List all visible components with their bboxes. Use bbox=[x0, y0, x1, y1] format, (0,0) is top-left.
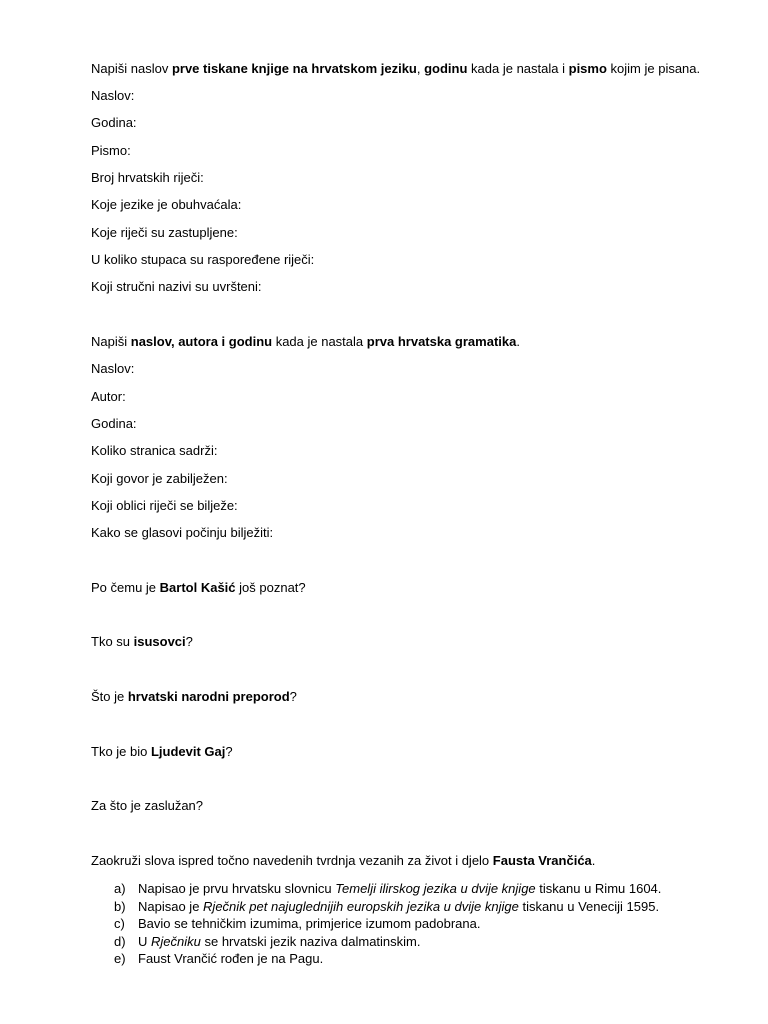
question-first-grammar: Napiši naslov, autora i godinu kada je nastala prva hrvatska gramatika. bbox=[91, 334, 520, 349]
question-kasic: Po čemu je Bartol Kašić još poznat? bbox=[91, 580, 306, 595]
question-vrancic: Zaokruži slova ispred točno navedenih tvrdnja vezanih za život i djelo Fausta Vrančića. bbox=[91, 853, 596, 868]
field-label: U koliko stupaca su raspoređene riječi: bbox=[91, 252, 315, 267]
field-label: Koji stručni nazivi su uvršteni: bbox=[91, 279, 262, 294]
question-national-revival: Što je hrvatski narodni preporod? bbox=[91, 689, 297, 704]
field-label: Godina: bbox=[91, 115, 137, 130]
document-page: Napiši naslov prve tiskane knjige na hrvatskom jeziku, godinu kada je nastala i pismo kojim je pisana. Naslov: Godina: Pismo: Broj hrvatskih riječi: Koje jezike je obuhvaćala: Koje riječi su zastupljene: U koliko stupaca su raspoređene riječi: Koji stručni nazivi su uvršteni: Napiši naslov, autora i godinu kada je nastala prva hrvatska gramatika. Naslov: Autor: Godina: Koliko stranica sadrži: Koji govor je zabilježen: Koji oblici riječi se bilježe: Kako se glasovi počinju bilježiti: Po čemu je Bartol Kašić još poznat? Tko su isusovci? Što je hrvatski narodni preporod? Tko je bio Ljudevit Gaj? Za što je zaslužan? Zaokruži slova ispred točno navedenih tvrdnja vezanih za život i djelo Fausta Vrančića. a) Napisao je prvu hrvatsku slovnicu Temelji ilirskog jezika u dvije knjige tiskanu u Rimu 1604. b) Napisao je Rječnik pet najuglednijih europskih jezika u dvije knjige tiskanu u Veneciji 1595. c) Bavio se tehničkim izumima, primjerice izumom padobrana. d) U Rječniku se hrvatski jezik naziva dalmatinskim. e) Faust Vrančić rođen je na Pagu. bbox=[91, 61, 701, 966]
question-jesuits: Tko su isusovci? bbox=[91, 634, 193, 649]
field-label: Koje jezike je obuhvaćala: bbox=[91, 197, 242, 212]
field-label: Koliko stranica sadrži: bbox=[91, 443, 218, 458]
field-label: Pismo: bbox=[91, 143, 131, 158]
field-label: Koje riječi su zastupljene: bbox=[91, 225, 238, 240]
field-label: Autor: bbox=[91, 389, 126, 404]
field-label: Koji govor je zabilježen: bbox=[91, 471, 228, 486]
field-label: Kako se glasovi počinju bilježiti: bbox=[91, 525, 274, 540]
field-label: Broj hrvatskih riječi: bbox=[91, 170, 204, 185]
question-first-printed-book: Napiši naslov prve tiskane knjige na hrvatskom jeziku, godinu kada je nastala i pismo kojim je pisana. bbox=[91, 61, 701, 76]
field-label: Godina: bbox=[91, 416, 137, 431]
field-label: Naslov: bbox=[91, 88, 135, 103]
question-merit: Za što je zaslužan? bbox=[91, 798, 204, 813]
field-label: Koji oblici riječi se bilježe: bbox=[91, 498, 238, 513]
question-gaj: Tko je bio Ljudevit Gaj? bbox=[91, 744, 233, 759]
field-label: Naslov: bbox=[91, 361, 135, 376]
